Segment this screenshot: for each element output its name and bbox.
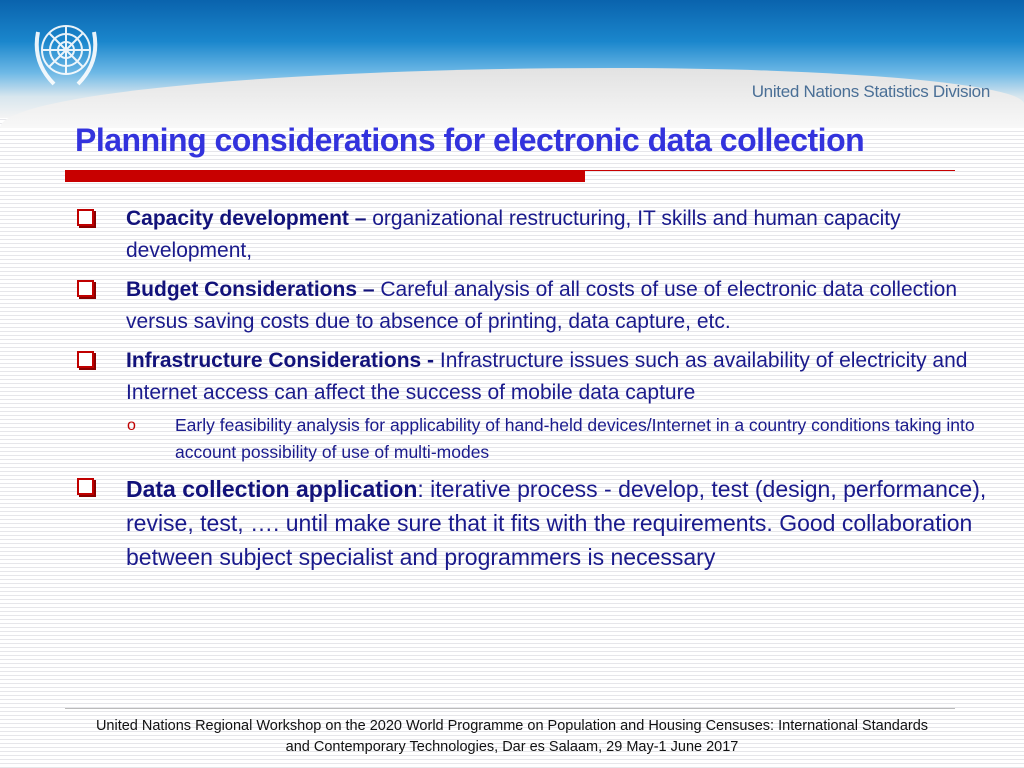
checkbox-bullet-icon bbox=[77, 280, 94, 297]
org-name: United Nations Statistics Division bbox=[751, 82, 990, 101]
sub-list-item bbox=[75, 412, 995, 466]
page-title: Planning considerations for electronic data collection bbox=[75, 122, 865, 158]
un-emblem-icon bbox=[30, 12, 102, 96]
checkbox-bullet-icon bbox=[77, 351, 94, 368]
item-text: : iterative process - develop, test (design, performance), revise, test, …. until make sure that it fits with the requirements. Good collaboration between subject specialist and programmers is necessary bbox=[126, 476, 987, 570]
footer-line-2: and Contemporary Technologies, Dar es Salaam, 29 May-1 June 2017 bbox=[285, 739, 739, 755]
list-item bbox=[75, 345, 995, 409]
checkbox-bullet-icon bbox=[77, 478, 94, 495]
sub-item-text: Early feasibility analysis for applicability of hand-held devices/Internet in a country conditions taking into account possibility of use of multi-modes bbox=[175, 415, 975, 462]
list-item bbox=[75, 274, 995, 338]
checkbox-bullet-icon bbox=[77, 209, 94, 226]
list-item bbox=[75, 472, 995, 574]
header-banner bbox=[0, 0, 1024, 118]
footer bbox=[40, 716, 984, 758]
title-rule bbox=[65, 170, 585, 182]
item-text: Careful analysis of all costs of use of electronic data collection versus saving costs due to absence of printing, data capture, etc. bbox=[126, 278, 957, 333]
item-heading: Infrastructure Considerations - bbox=[126, 349, 435, 372]
item-text: organizational restructuring, IT skills and human capacity development, bbox=[126, 207, 901, 262]
footer-line-1: United Nations Regional Workshop on the 2020 World Programme on Population and Housing Censuses: International Standards bbox=[95, 718, 929, 734]
bullet-list bbox=[75, 203, 995, 581]
circle-bullet-icon: o bbox=[127, 417, 136, 434]
title-rule-thin bbox=[585, 170, 955, 171]
item-heading: Capacity development – bbox=[126, 207, 367, 230]
footer-divider bbox=[65, 708, 955, 709]
item-heading: Data collection application bbox=[126, 476, 418, 502]
item-heading: Budget Considerations – bbox=[126, 278, 375, 301]
item-text: Infrastructure issues such as availability of electricity and Internet access can affect the success of mobile data capture bbox=[126, 349, 968, 404]
list-item bbox=[75, 203, 995, 267]
